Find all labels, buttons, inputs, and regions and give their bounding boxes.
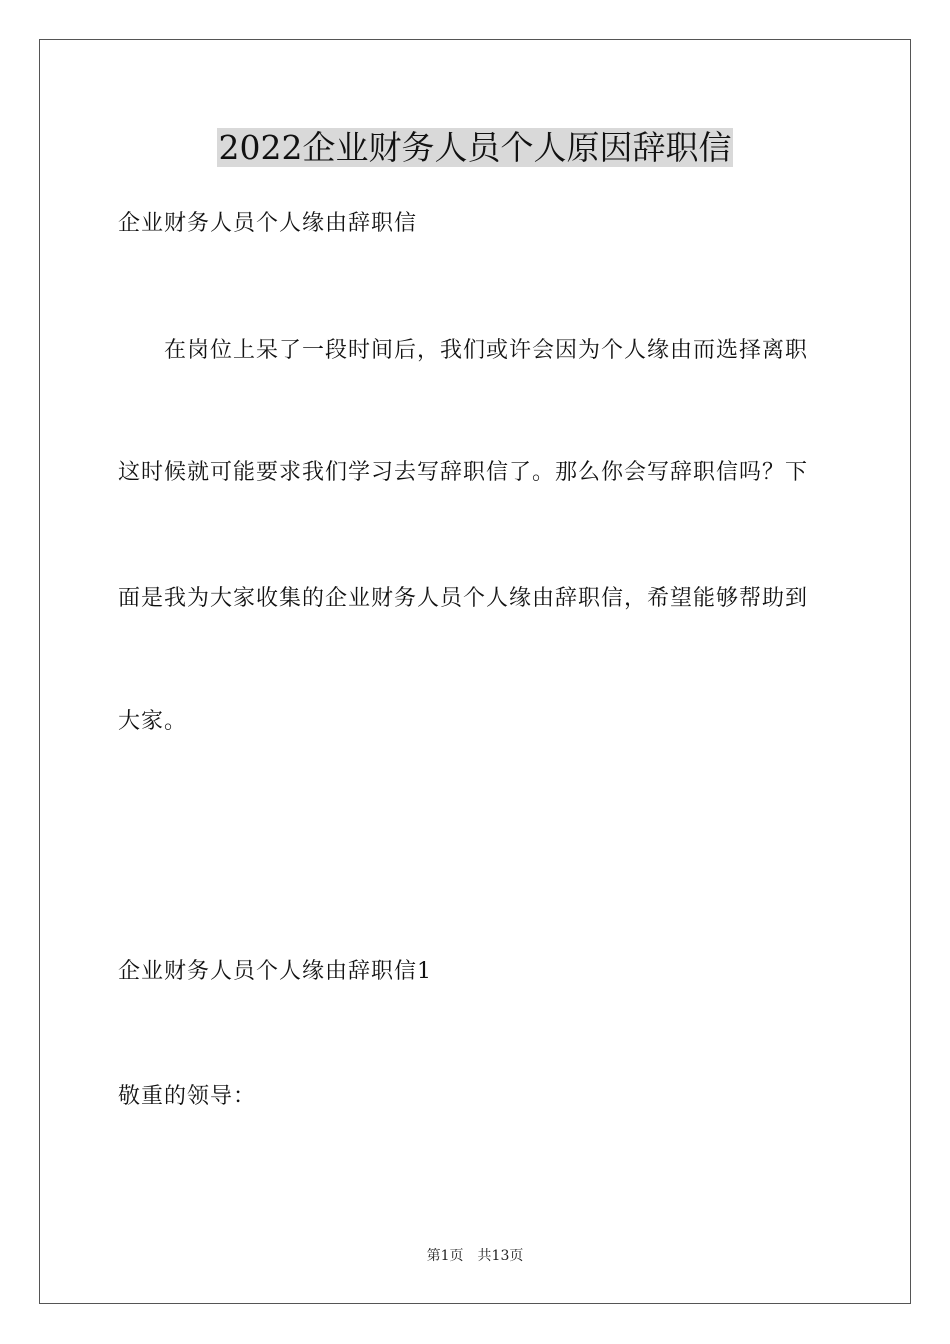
intro-line-2: 这时候就可能要求我们学习去写辞职信了。那么你会写辞职信吗？下 [118,460,809,485]
intro-line-3: 面是我为大家收集的企业财务人员个人缘由辞职信，希望能够帮助到 [118,586,809,611]
document-subtitle: 企业财务人员个人缘由辞职信 [118,211,418,236]
page-total: 共13页 [477,1248,524,1264]
intro-line-1: 在岗位上呆了一段时间后，我们或许会因为个人缘由而选择离职 [118,338,809,363]
salutation: 敬重的领导： [118,1084,257,1109]
intro-line-4: 大家。 [118,709,188,734]
section-heading: 企业财务人员个人缘由辞职信1 [118,959,432,984]
document-title [0,128,950,168]
page-footer [0,1246,950,1266]
document-title-text: 2022企业财务人员个人原因辞职信 [218,128,732,167]
page-number: 第1页 [426,1248,464,1264]
